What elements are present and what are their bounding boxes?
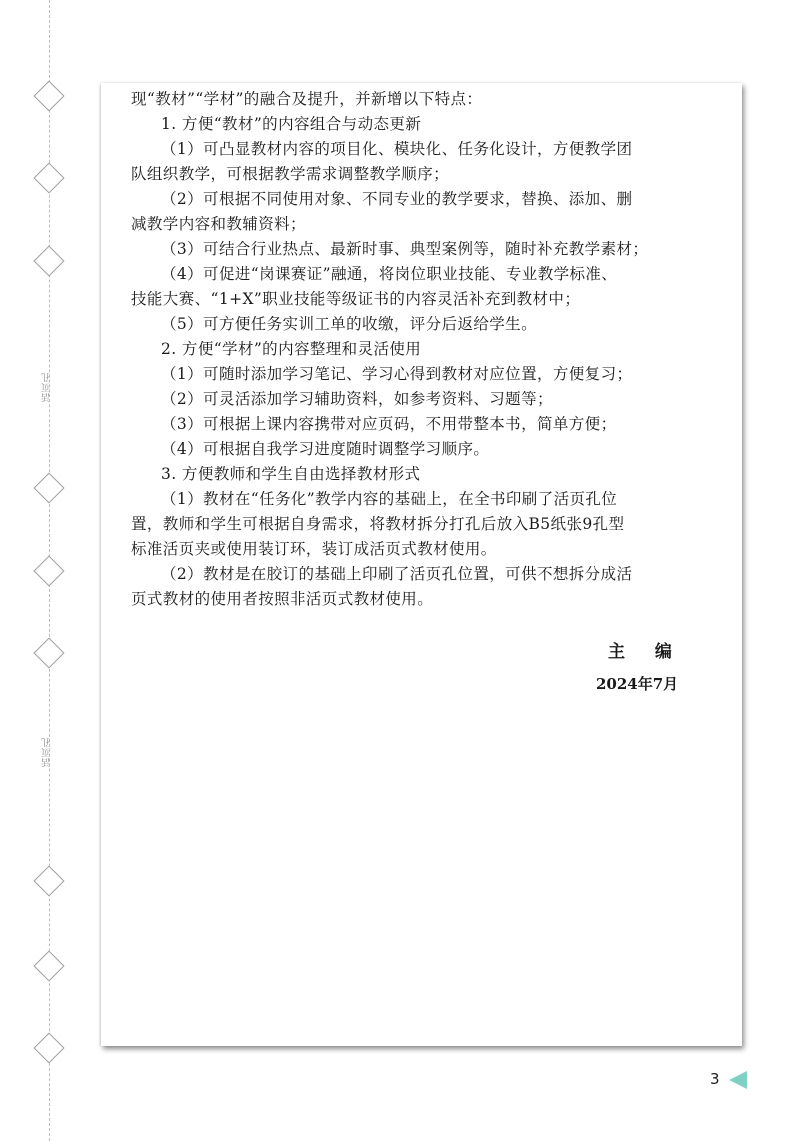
punch-hole: [33, 555, 64, 586]
text-line: （3）可结合行业热点、最新时事、典型案例等，随时补充教学素材；: [161, 240, 649, 258]
punch-hole: [33, 1032, 64, 1063]
section-heading: 2. 方便“学材”的内容整理和灵活使用: [161, 340, 422, 358]
text-line: （2）教材是在胶订的基础上印刷了活页孔位置，可供不想拆分成活: [161, 565, 633, 583]
text-line: （4）可根据自我学习进度随时调整学习顺序。: [161, 440, 490, 458]
text-line: 页式教材的使用者按照非活页式教材使用。: [131, 590, 434, 608]
hole-label: 活页孔: [42, 372, 52, 402]
signature-date: 2024年7月: [596, 675, 679, 693]
signature-role: 主 编: [608, 642, 684, 662]
text-line: （1）可随时添加学习笔记、学习心得到教材对应位置，方便复习；: [161, 365, 633, 383]
text-line: 减教学内容和教辅资料；: [131, 215, 306, 233]
text-line: （5）可方便任务实训工单的收缴，评分后返给学生。: [161, 315, 537, 333]
punch-hole: [33, 637, 64, 668]
punch-hole: [33, 472, 64, 503]
punch-hole: [33, 245, 64, 276]
punch-hole: [33, 865, 64, 896]
page-card: [101, 83, 742, 1046]
document-body: [131, 87, 721, 612]
text-line: 置，教师和学生可根据自身需求，将教材拆分打孔后放入B5纸张9孔型: [131, 515, 625, 533]
text-line: （4）可促进“岗课赛证”融通，将岗位职业技能、专业教学标准、: [161, 265, 618, 283]
punch-hole: [33, 162, 64, 193]
text-line: （1）教材在“任务化”教学内容的基础上，在全书印刷了活页孔位: [161, 490, 618, 508]
text-line: 技能大赛、“1+X”职业技能等级证书的内容灵活补充到教材中；: [131, 290, 581, 308]
punch-hole: [33, 80, 64, 111]
section-heading: 3. 方便教师和学生自由选择教材形式: [161, 465, 421, 483]
punch-hole: [33, 950, 64, 981]
section-heading: 1. 方便“教材”的内容组合与动态更新: [161, 115, 422, 133]
text-line: 现“教材”“学材”的融合及提升，并新增以下特点：: [131, 90, 483, 108]
hole-label: 活页孔: [42, 737, 52, 767]
text-line: （3）可根据上课内容携带对应页码，不用带整本书，简单方便；: [161, 415, 617, 433]
text-line: （1）可凸显教材内容的项目化、模块化、任务化设计，方便教学团: [161, 140, 633, 158]
page-number: 3: [710, 1070, 720, 1088]
page-marker-icon: [729, 1071, 747, 1089]
text-line: 标准活页夹或使用装订环，装订成活页式教材使用。: [131, 540, 497, 558]
text-line: 队组织教学，可根据教学需求调整教学顺序；: [131, 165, 450, 183]
text-line: （2）可根据不同使用对象、不同专业的教学要求，替换、添加、删: [161, 190, 633, 208]
text-line: （2）可灵活添加学习辅助资料，如参考资料、习题等；: [161, 390, 553, 408]
